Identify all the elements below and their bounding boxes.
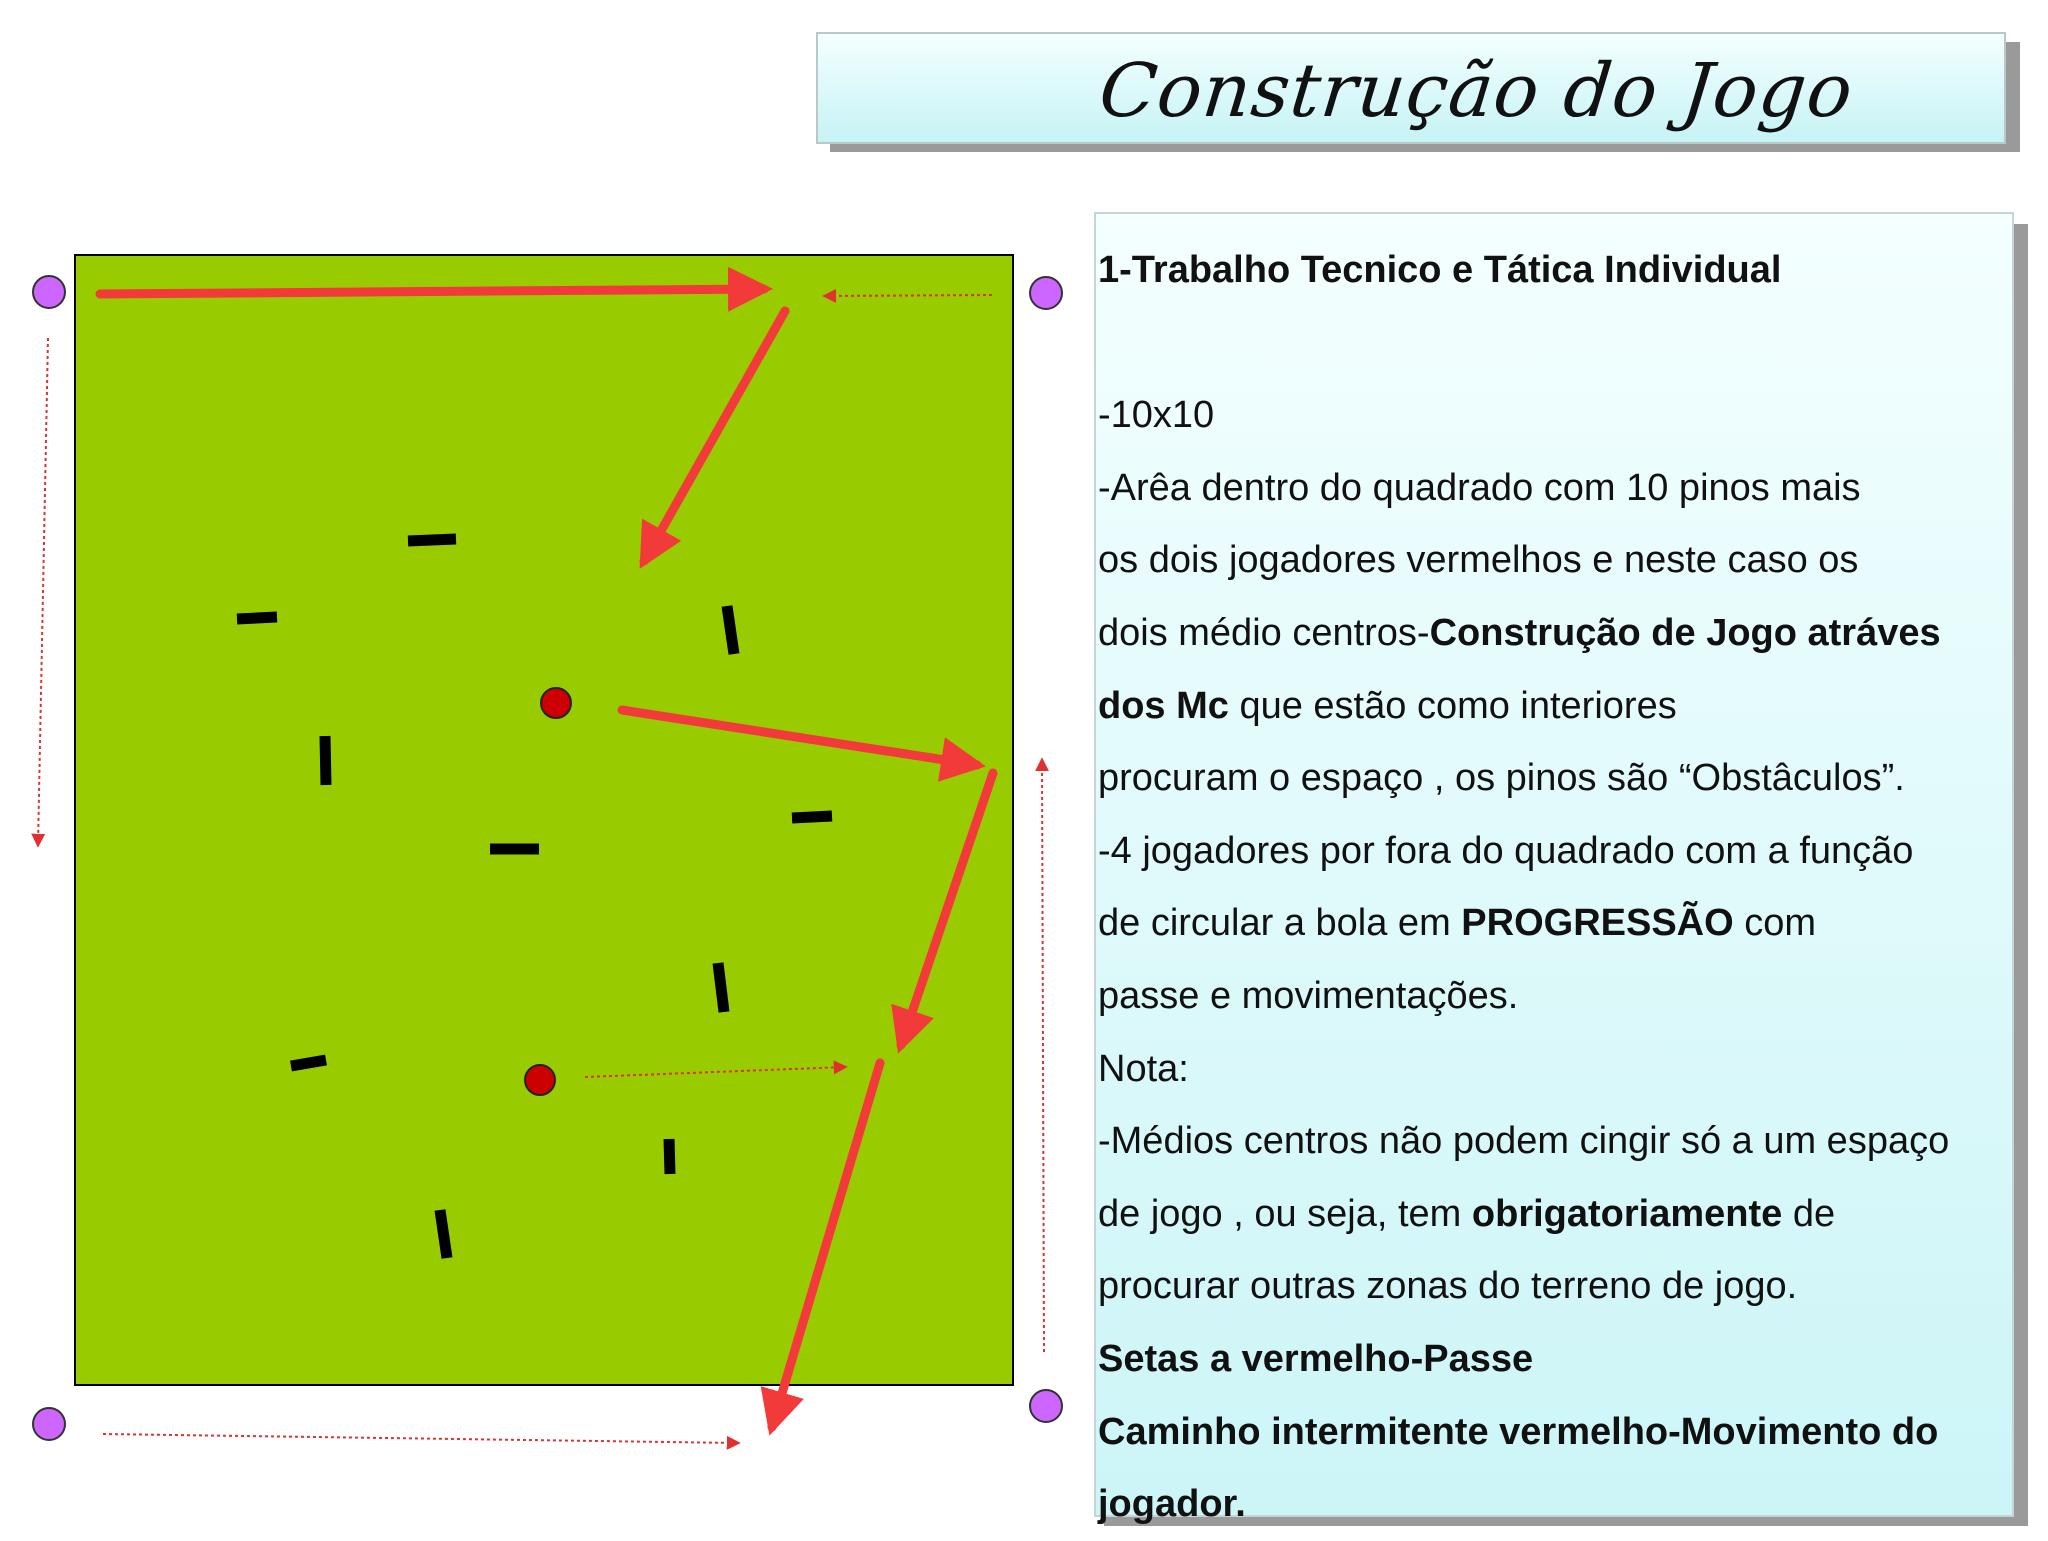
pin — [291, 1060, 326, 1066]
inside-player — [541, 688, 571, 718]
pin — [669, 1139, 670, 1174]
outside-player — [1030, 1390, 1062, 1422]
outside-player — [33, 1408, 65, 1440]
description-text — [1098, 234, 2038, 1541]
pass-arrow — [100, 289, 764, 294]
legend-movement: Caminho intermitente vermelho-Movimento do — [1098, 1410, 1939, 1453]
outside-player — [33, 276, 65, 308]
description-line: procurar outras zonas do terreno de jogo. — [1098, 1265, 1798, 1308]
outside-player — [1030, 277, 1062, 309]
pin — [408, 539, 456, 541]
description-line: de jogo , ou seja, tem obrigatoriamente de — [1098, 1192, 1836, 1235]
movement-path — [103, 1434, 738, 1443]
description-line: -10x10 — [1098, 394, 1215, 437]
pitch-square — [75, 255, 1013, 1385]
pin — [718, 963, 724, 1012]
inside-player — [525, 1065, 555, 1095]
description-line: -Arêa dentro do quadrado com 10 pinos mais — [1098, 466, 1861, 509]
pin — [792, 816, 832, 818]
description-line: dois médio centros-Construção de Jogo atráves — [1098, 611, 1941, 654]
note-label: Nota: — [1098, 1047, 1189, 1090]
description-line: dos Mc que estão como interiores — [1098, 684, 1677, 727]
legend-movement-cont: jogador. — [1098, 1483, 1246, 1526]
description-line: os dois jogadores vermelhos e neste caso os — [1098, 539, 1859, 582]
page-title: Construção do Jogo — [1095, 48, 1857, 134]
legend-pass: Setas a vermelho-Passe — [1098, 1337, 1534, 1380]
description-line: procuram o espaço , os pinos são “Obstâculos”. — [1098, 757, 1905, 800]
description-line: -Médios centros não podem cingir só a um espaço — [1098, 1120, 1950, 1163]
pin — [727, 606, 734, 654]
description-line: de circular a bola em PROGRESSÃO com — [1098, 902, 1817, 945]
movement-path — [38, 338, 48, 845]
pin — [325, 736, 326, 785]
description-line: passe e movimentações. — [1098, 974, 1519, 1017]
pin — [237, 617, 277, 619]
description-line: -4 jogadores por fora do quadrado com a função — [1098, 829, 1914, 872]
pin — [440, 1210, 447, 1258]
description-heading: 1-Trabalho Tecnico e Tática Individual — [1098, 249, 1782, 291]
movement-path — [1042, 760, 1044, 1352]
